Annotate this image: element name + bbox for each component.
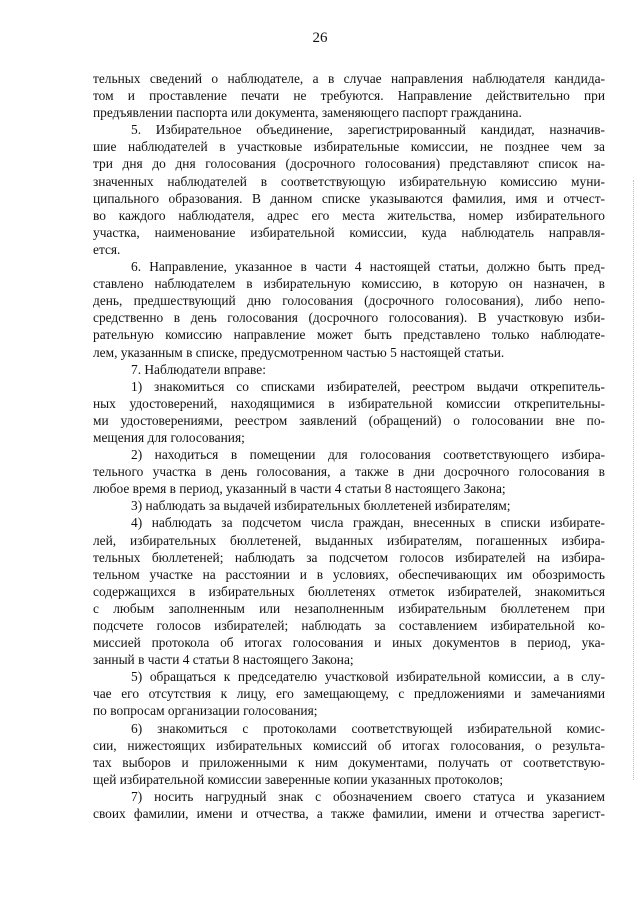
text-line: том и проставление печати не требуются. Направление действительно при	[93, 88, 605, 104]
text-line: 5. Избирательное объединение, зарегистрированный кандидат, назначив-	[131, 122, 605, 138]
text-line: предъявлении паспорта или документа, заменяющего паспорт гражданина.	[93, 105, 522, 121]
text-line: щей избирательной комиссии заверенные копии указанных протоколов;	[93, 771, 504, 787]
paragraph-p6	[93, 258, 605, 361]
paragraph-p5	[93, 121, 605, 258]
text-line: 6. Направление, указанное в части 4 настоящей статьи, должно быть пред-	[131, 259, 605, 275]
text-line: день, предшествующий дню голосования (досрочного голосования), либо непо-	[93, 293, 605, 309]
text-line: рательную комиссию направление может быть представлено только наблюдате-	[93, 327, 605, 343]
text-line: 2) находиться в помещении для голосования соответствующего избира-	[131, 447, 605, 463]
text-line: ми удостоверениями, реестром заявлений (обращений) о голосовании вне по-	[93, 412, 605, 428]
text-line: лем, указанным в списке, предусмотренном частью 5 настоящей статьи.	[93, 344, 505, 360]
paragraph-p7-1	[93, 378, 605, 446]
paragraph-p7-4	[93, 514, 605, 668]
text-line: тельных сведений о наблюдателе, а в случае направления наблюдателя кандида-	[93, 71, 605, 86]
text-line: участка, наименование избирательной комиссии, куда наблюдатель направля-	[93, 224, 605, 240]
text-line: мещения для голосования;	[93, 429, 245, 445]
text-line: сии, нижестоящих избирательных комиссий об итогах голосования, о результа-	[93, 737, 605, 753]
text-line: подсчете голосов избирателей; наблюдать за составлением избирательной ко-	[93, 618, 605, 633]
scan-edge-marks	[631, 180, 634, 780]
text-line: ется.	[93, 241, 121, 257]
text-line: миссией протокола об итогах голосования и иных документов в период, ука-	[93, 635, 605, 651]
text-line: занный в части 4 статьи 8 настоящего Закона;	[93, 652, 354, 668]
paragraph-p7-6	[93, 720, 605, 788]
text-line: тах выборов и приложенными к ним документами, получать от соответствую-	[93, 754, 605, 770]
text-line: тельного участка в день голосования, а также в дни досрочного голосования в	[93, 464, 605, 480]
text-line: по вопросам организации голосования;	[93, 703, 318, 719]
page-number: 26	[312, 30, 328, 46]
document-body	[93, 70, 605, 822]
text-line: три дня до дня голосования (досрочного голосования) представляют список на-	[93, 156, 605, 172]
text-line: 4) наблюдать за подсчетом числа граждан, внесенных в списки избирате-	[131, 515, 605, 531]
text-line: с любым заполненным или незаполненным избирательным бюллетенем при	[93, 600, 605, 616]
text-line: 7. Наблюдатели вправе:	[131, 361, 266, 377]
text-line: 1) знакомиться со списками избирателей, реестром выдачи открепитель-	[131, 378, 605, 394]
text-line: во каждого наблюдателя, адрес его места жительства, номер избирательного	[93, 207, 605, 223]
text-line: лей, избирательных бюллетеней, выданных избирателям, погашенных избира-	[93, 532, 605, 548]
text-line: шие наблюдателей в участковые избирательные комиссии, не позднее чем за	[93, 139, 605, 155]
paragraph-p7-2	[93, 446, 605, 497]
text-line: своих фамилии, имени и отчества, а также фамилии, имени и отчества зарегист-	[93, 806, 605, 822]
text-line: чае его отсутствия к лицу, его замещающему, с предложениями и замечаниями	[93, 686, 605, 702]
text-line: ных удостоверений, находящимися в избирательной комиссии открепительны-	[93, 395, 605, 411]
paragraph-p0	[93, 70, 605, 121]
text-line: ципального образования. В данном списке указываются фамилия, имя и отчест-	[93, 190, 605, 206]
paragraph-p7-7	[93, 788, 605, 822]
text-line: ставлено наблюдателем в избирательную комиссию, в которую он назначен, в	[93, 276, 605, 292]
text-line: 3) наблюдать за выдачей избирательных бюллетеней избирателям;	[131, 498, 511, 514]
text-line: тельных бюллетеней; наблюдать за подсчетом голосов избирателей на избира-	[93, 549, 605, 565]
paragraph-p7	[93, 361, 605, 378]
text-line: тельном участке на расстоянии и в условиях, обеспечивающих им обозримость	[93, 566, 605, 582]
text-line: значенных наблюдателей в соответствующую избирательную комиссию муни-	[93, 173, 605, 189]
paragraph-p7-5	[93, 668, 605, 719]
text-line: 6) знакомиться с протоколами соответствующей избирательной комис-	[131, 720, 605, 736]
text-line: средственно в день голосования (досрочного голосования). В участковую изби-	[93, 310, 605, 326]
text-line: 7) носить нагрудный знак с обозначением своего статуса и указанием	[131, 788, 605, 804]
text-line: любое время в период, указанный в части 4 статьи 8 настоящего Закона;	[93, 481, 506, 497]
paragraph-p7-3	[93, 497, 605, 514]
text-line: содержащихся в избирательных бюллетенях отметок избирателей, знакомиться	[93, 583, 605, 599]
text-line: 5) обращаться к председателю участковой избирательной комиссии, а в слу-	[131, 669, 605, 685]
